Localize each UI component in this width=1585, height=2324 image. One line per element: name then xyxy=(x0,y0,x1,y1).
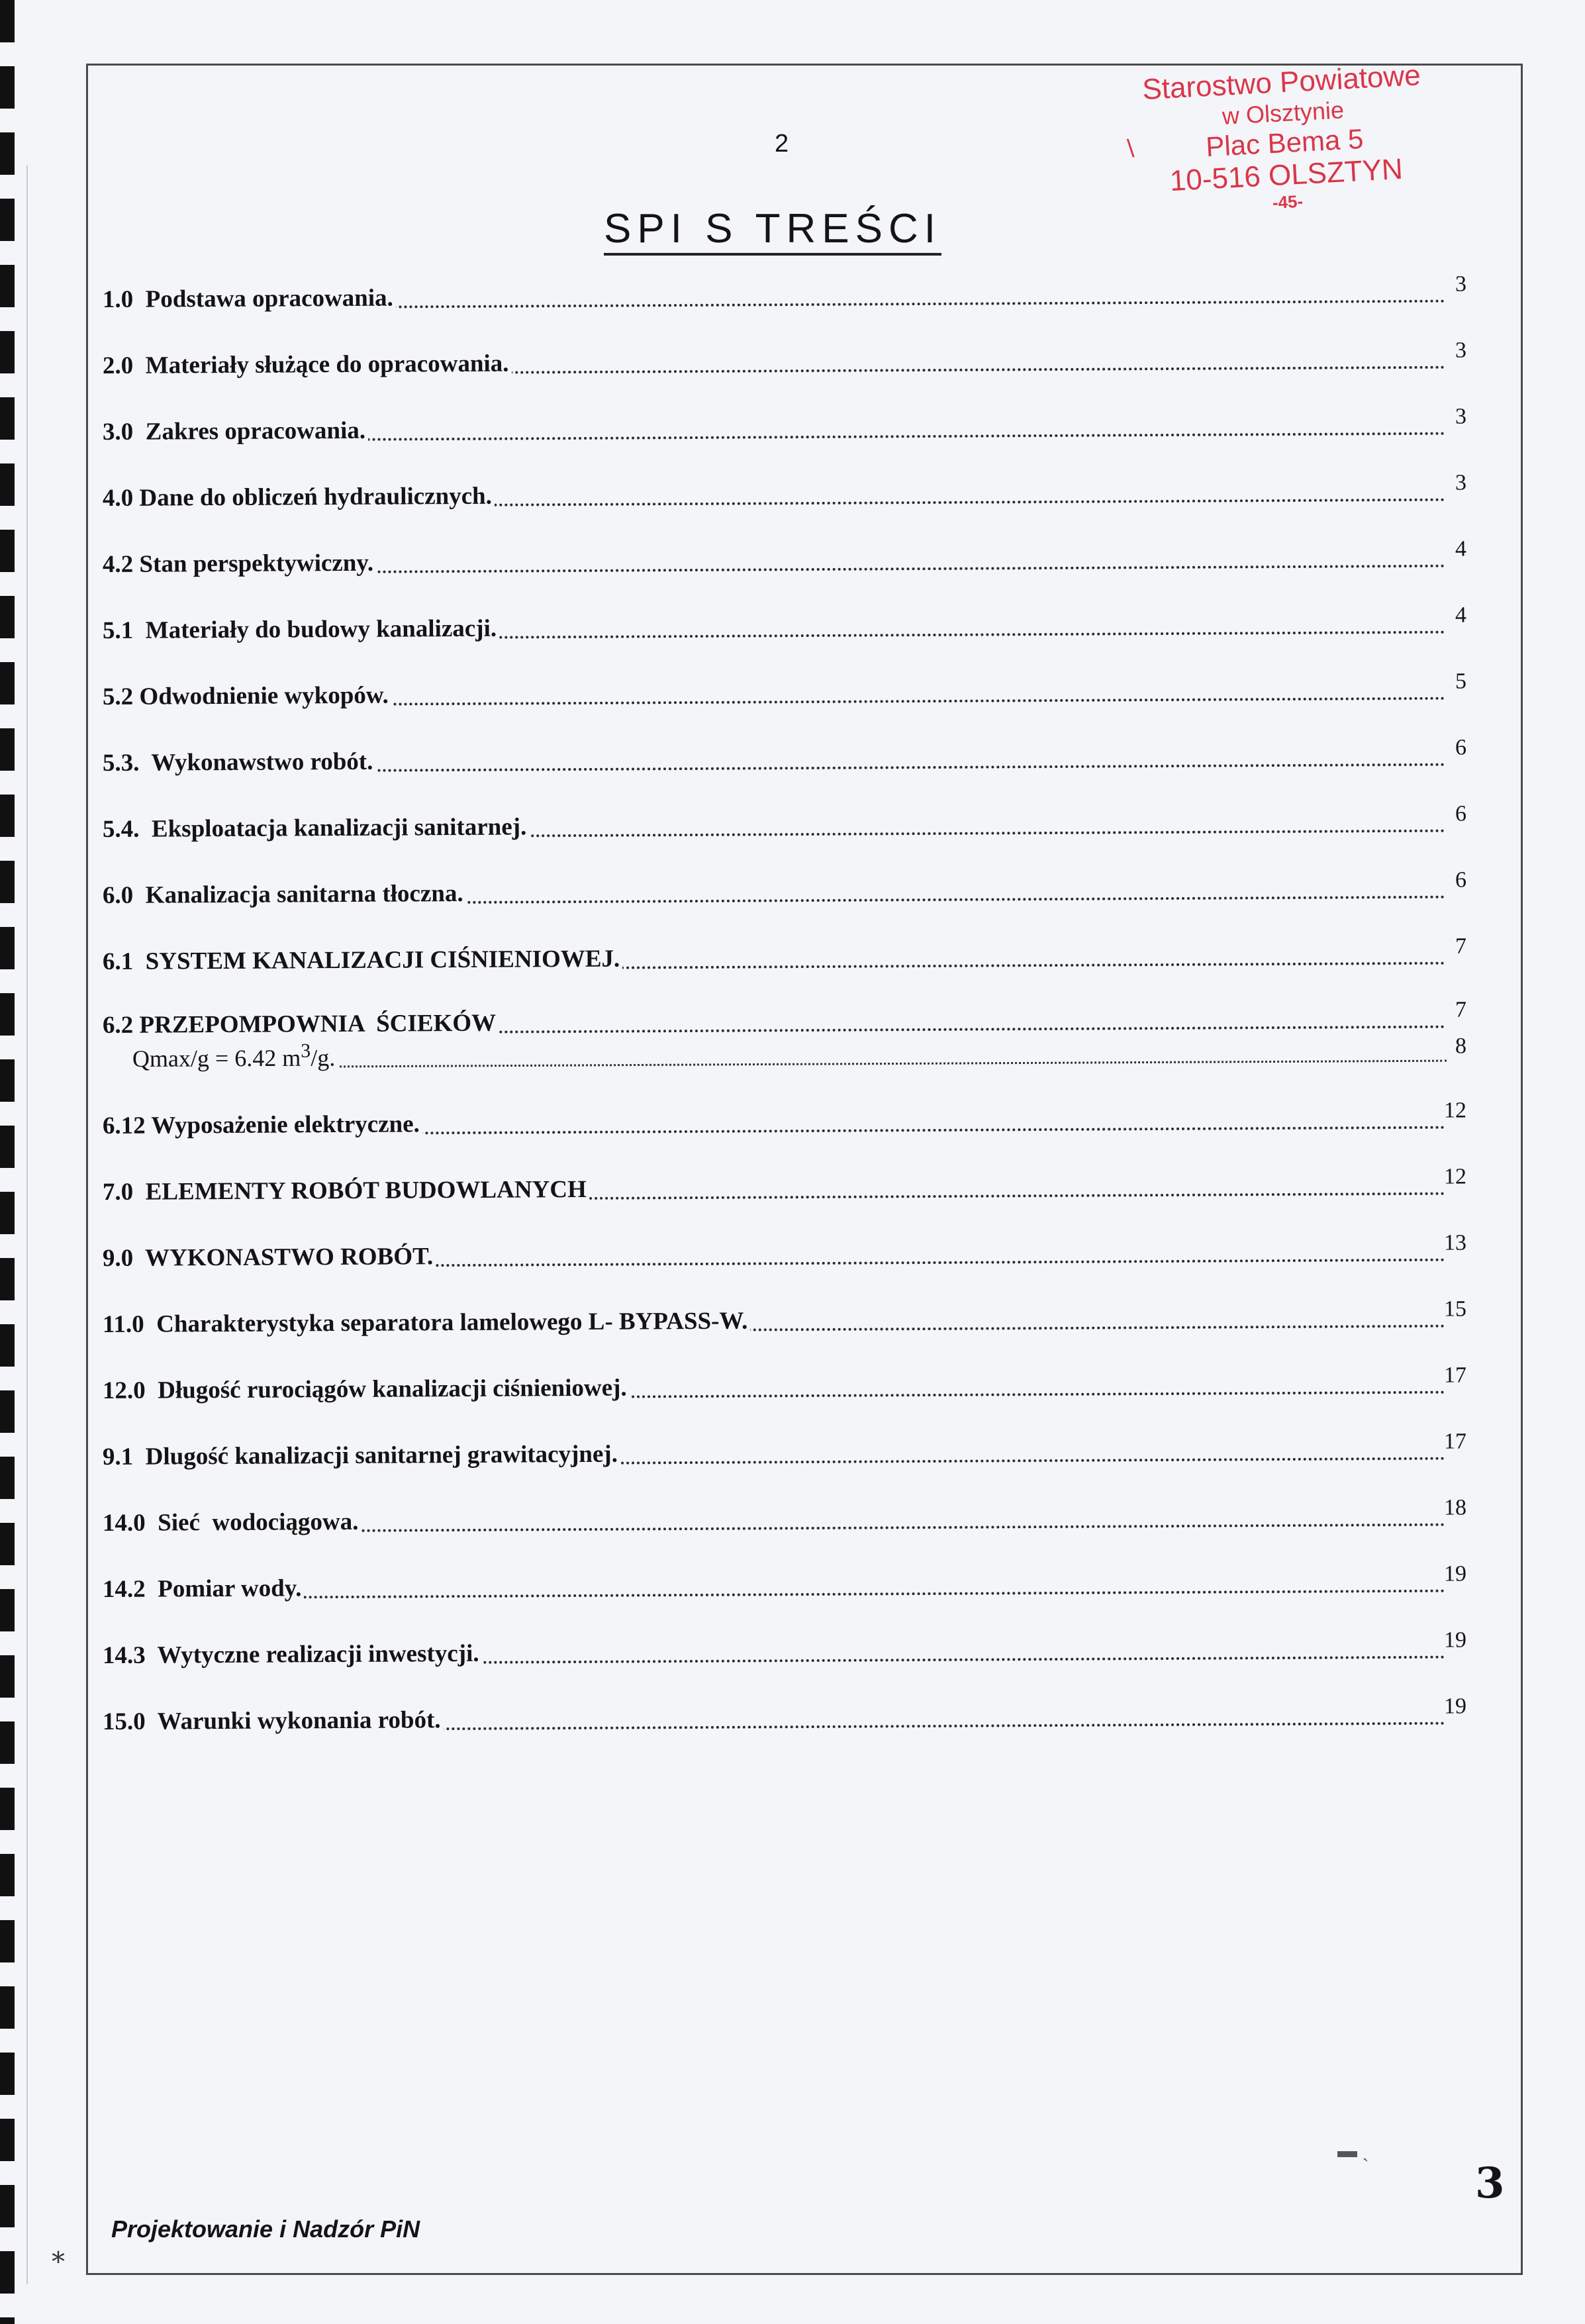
toc-label: 12.0 Długość rurociągów kanalizacji ciśnieniowej. xyxy=(103,1374,630,1405)
toc-entry xyxy=(103,1099,1466,1147)
toc-page: 7 xyxy=(1455,997,1466,1022)
toc-entry xyxy=(103,471,1466,519)
toc-label: 7.0 ELEMENTY ROBÓT BUDOWLANYCH xyxy=(103,1175,589,1206)
stamp-line-1: Starostwo Powiatowe xyxy=(1141,59,1421,107)
page-title: SPI S TREŚCI xyxy=(604,205,941,256)
toc-page: 6 xyxy=(1455,801,1466,826)
toc-page: 19 xyxy=(1443,1627,1466,1653)
toc-page: 13 xyxy=(1443,1230,1466,1255)
toc-entry xyxy=(103,1496,1466,1544)
toc-page: 17 xyxy=(1443,1363,1466,1388)
toc-label: 2.0 Materiały służące do opracowania. xyxy=(103,350,512,380)
toc-label: 14.0 Sieć wodociągowa. xyxy=(103,1508,361,1537)
formula-superscript: 3 xyxy=(301,1040,311,1062)
toc-label: 1.0 Podstawa opracowania. xyxy=(103,284,396,314)
toc-entry xyxy=(103,1695,1466,1743)
toc-page: 15 xyxy=(1443,1296,1466,1322)
toc-label: 9.0 WYKONASTWO ROBÓT. xyxy=(103,1242,436,1273)
toc-page: 6 xyxy=(1455,735,1466,760)
toc-label: 4.0 Dane do obliczeń hydraulicznych. xyxy=(103,482,495,512)
toc-label: 14.2 Pomiar wody. xyxy=(103,1574,305,1604)
toc-page: 18 xyxy=(1443,1495,1466,1520)
toc-label: 4.2 Stan perspektywiczny. xyxy=(103,549,376,579)
toc-entry xyxy=(103,1629,1466,1676)
toc-entry xyxy=(103,869,1466,916)
toc-entry xyxy=(103,273,1466,320)
toc-label: 6.1 SYSTEM KANALIZACJI CIŚNIENIOWEJ. xyxy=(103,945,622,976)
formula-prefix: Qmax/g = 6.42 m xyxy=(132,1044,301,1072)
toc-label: 5.1 Materiały do budowy kanalizacji. xyxy=(103,614,499,645)
toc-page: 3 xyxy=(1455,271,1466,297)
toc-entry xyxy=(103,1165,1466,1213)
toc-entry xyxy=(103,670,1466,718)
stamp-line-2: w Olsztynie xyxy=(1221,96,1345,130)
toc-entry xyxy=(103,1298,1466,1345)
office-stamp xyxy=(1109,58,1461,222)
toc-entry xyxy=(103,1563,1466,1610)
toc-page: 4 xyxy=(1455,603,1466,628)
toc-page: 4 xyxy=(1455,536,1466,561)
formula-text xyxy=(132,1040,338,1073)
toc-page: 8 xyxy=(1455,1034,1467,1059)
page-number: 2 xyxy=(775,130,789,158)
toc-entry xyxy=(103,935,1466,983)
toc-entry xyxy=(103,538,1466,585)
toc-label: 6.2 PRZEPOMPOWNIA ŚCIEKÓW xyxy=(103,1009,499,1040)
toc-entry xyxy=(103,802,1466,850)
toc-entry xyxy=(103,405,1466,453)
stamp-line-5: -45- xyxy=(1272,191,1304,213)
toc-label: 11.0 Charakterystyka separatora lamelowego L- BYPASS-W. xyxy=(103,1307,751,1339)
toc-label: 5.2 Odwodnienie wykopów. xyxy=(103,681,391,711)
toc-page: 7 xyxy=(1455,934,1466,959)
toc-label: 14.3 Wytyczne realizacji inwestycji. xyxy=(103,1639,482,1670)
toc-formula-entry xyxy=(132,1035,1466,1079)
toc-page: 3 xyxy=(1455,470,1466,495)
toc-page: 12 xyxy=(1443,1098,1466,1123)
footer-company: Projektowanie i Nadzór PiN xyxy=(111,2215,420,2243)
scan-specks: ▬ ˎ xyxy=(1337,2140,1369,2162)
stamp-line-3: Plac Bema 5 xyxy=(1205,122,1365,163)
toc-page: 3 xyxy=(1455,404,1466,429)
toc-label: 15.0 Warunki wykonania robót. xyxy=(103,1706,444,1736)
handwritten-page-number: 3 xyxy=(1475,2158,1505,2208)
toc-page: 6 xyxy=(1455,867,1466,893)
scan-shadow-line xyxy=(26,166,28,2284)
toc-label: 6.12 Wyposażenie elektryczne. xyxy=(103,1110,422,1140)
toc-page: 12 xyxy=(1443,1164,1466,1189)
corner-ink-mark: ⁎ xyxy=(52,2239,65,2268)
toc-label: 9.1 Dlugość kanalizacji sanitarnej grawitacyjnej. xyxy=(103,1440,620,1471)
toc-entry xyxy=(103,1232,1466,1279)
binding-edge xyxy=(0,0,15,2324)
toc-label: 5.4. Eksploatacja kanalizacji sanitarnej. xyxy=(103,812,530,844)
toc-label: 6.0 Kanalizacja sanitarna tłoczna. xyxy=(103,879,466,910)
toc-page: 5 xyxy=(1455,669,1466,694)
toc-entry xyxy=(103,604,1466,652)
toc-entry xyxy=(103,1364,1466,1412)
toc-label: 5.3. Wykonawstwo robót. xyxy=(103,748,376,777)
toc-page: 19 xyxy=(1443,1694,1466,1719)
toc-entry xyxy=(103,736,1466,784)
toc-page: 19 xyxy=(1443,1561,1466,1586)
stamp-tick-mark: \ xyxy=(1126,134,1135,164)
toc-entry xyxy=(103,339,1466,387)
toc-label: 3.0 Zakres opracowania. xyxy=(103,416,368,446)
toc-page: 3 xyxy=(1455,338,1466,363)
stamp-line-4: 10-516 OLSZTYN xyxy=(1169,152,1404,198)
toc-entry xyxy=(103,1430,1466,1478)
formula-suffix: /g. xyxy=(311,1044,336,1071)
toc-page: 17 xyxy=(1443,1429,1466,1454)
